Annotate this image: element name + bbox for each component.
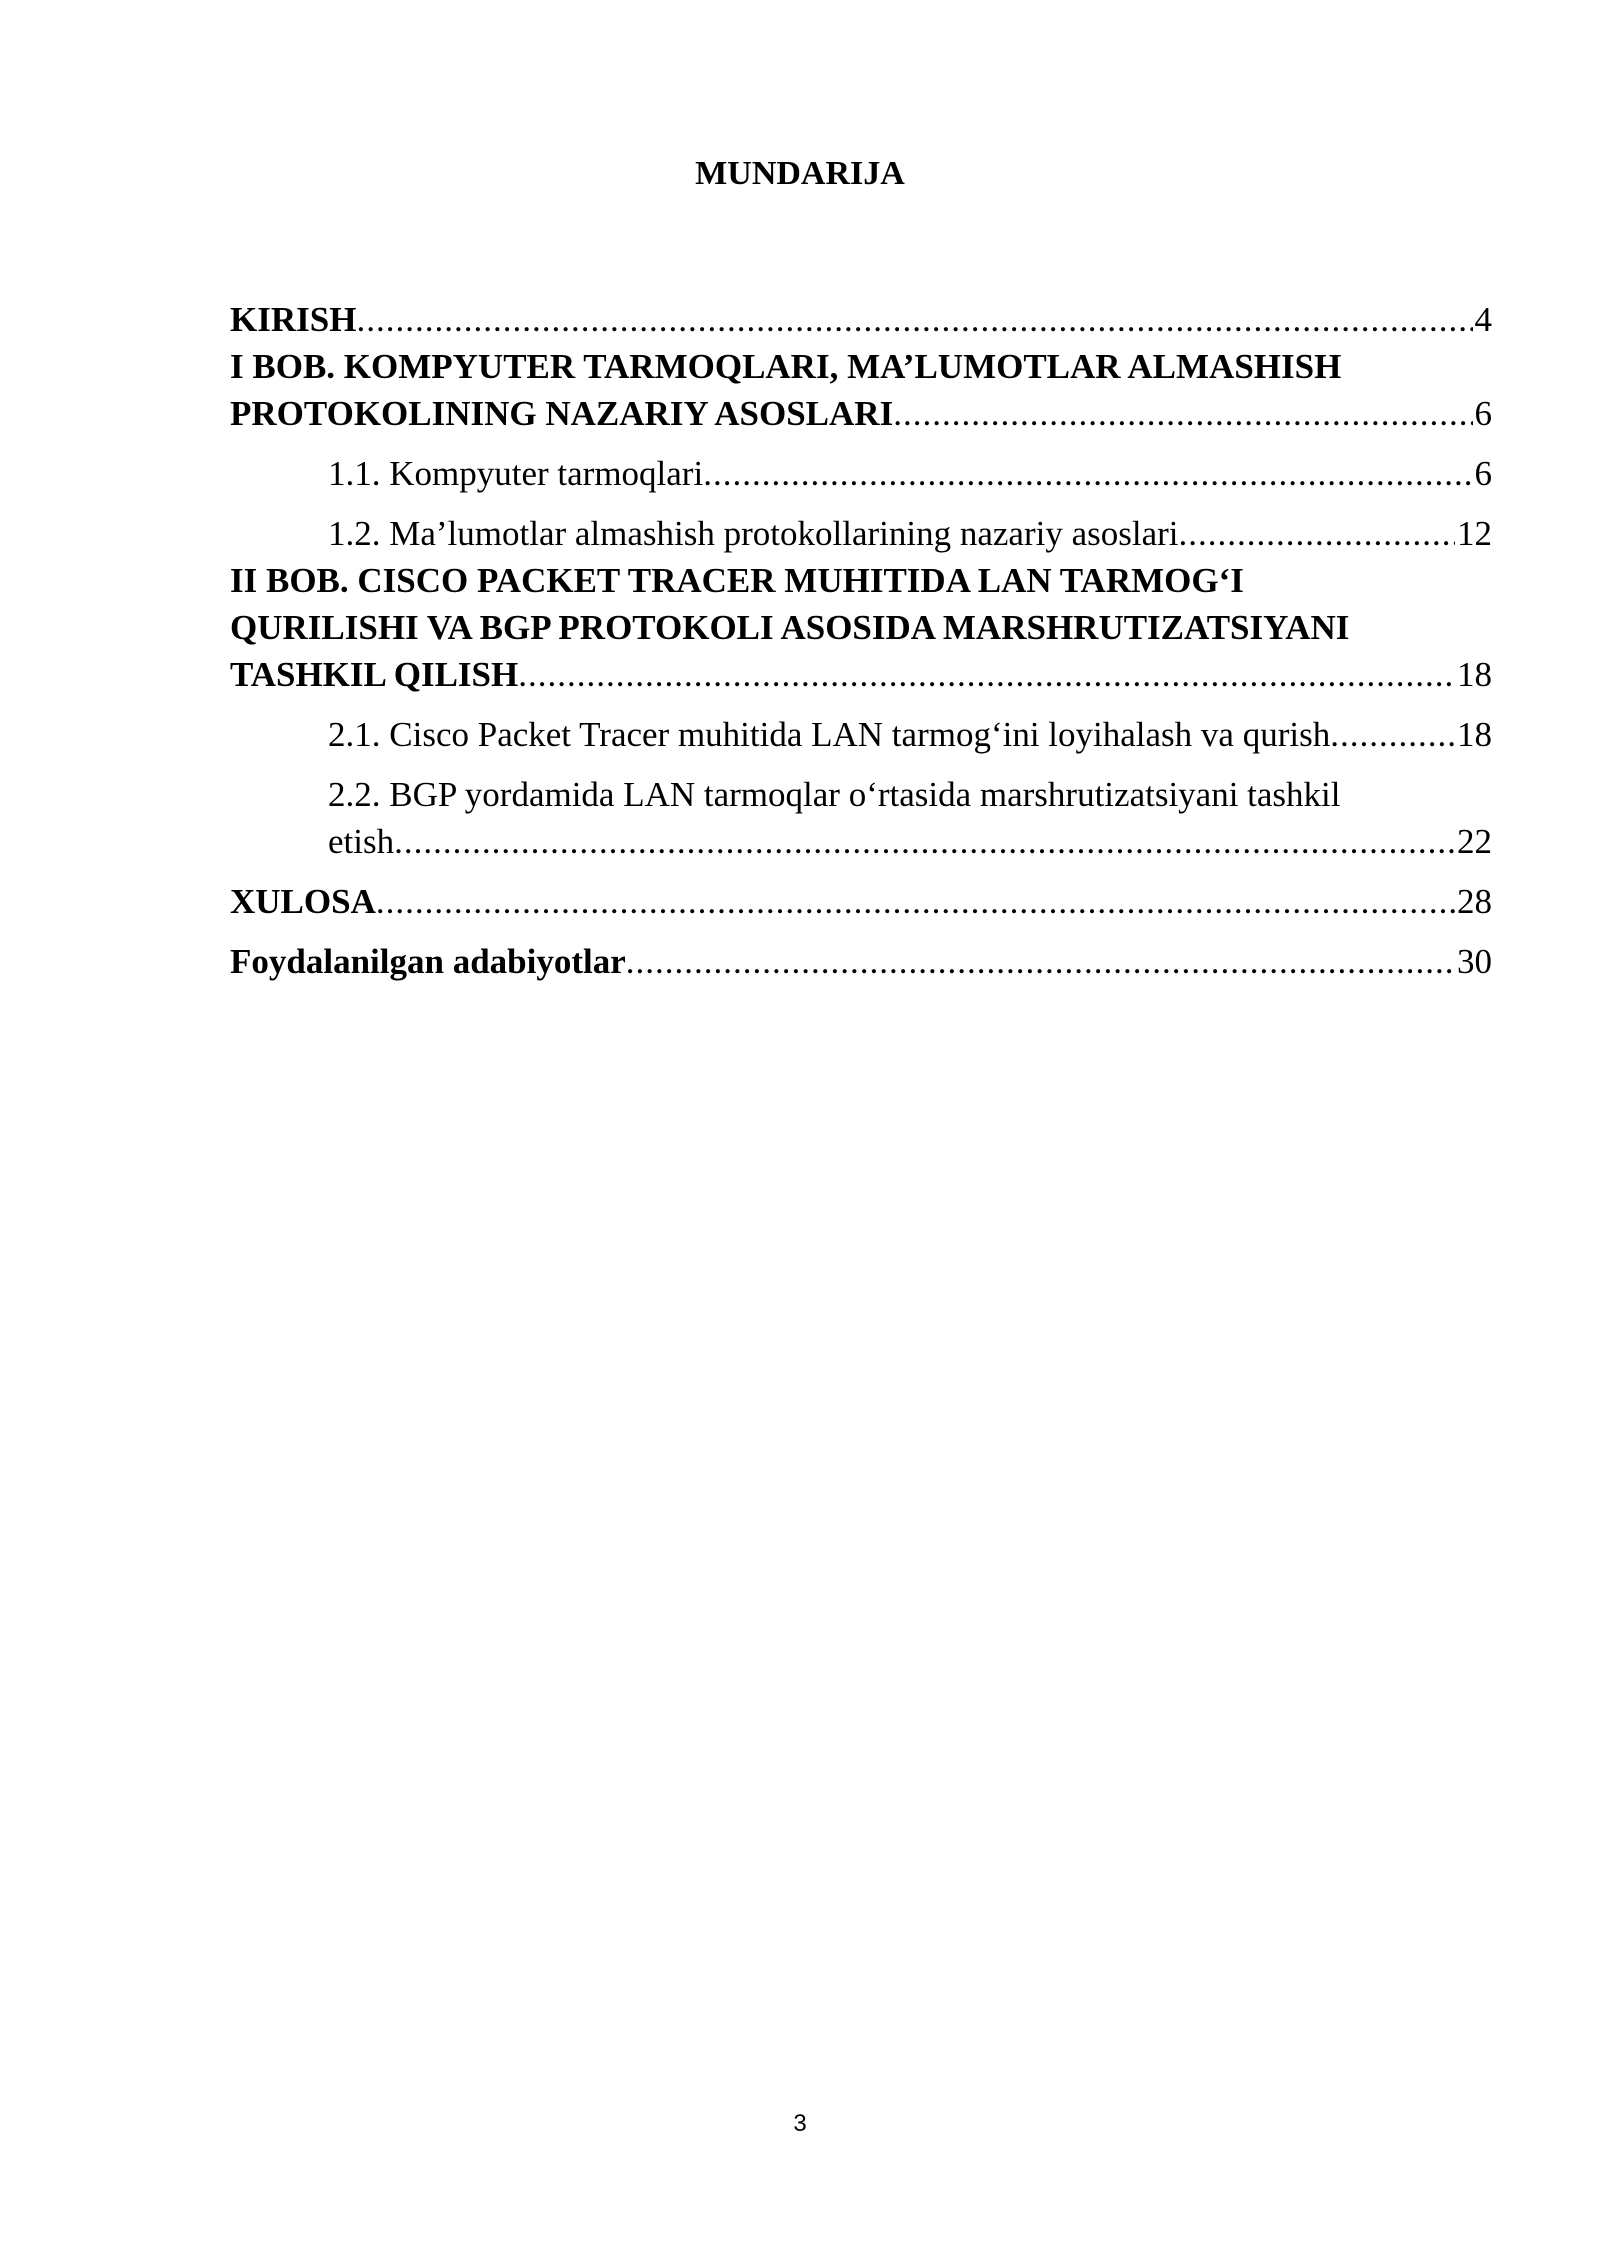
toc-entry-chapter-2[interactable] (230, 557, 1492, 698)
toc-entry-label: KIRISH (230, 300, 357, 339)
dot-leader (394, 818, 1455, 865)
toc-page-number: 28 (1457, 882, 1492, 921)
toc-page-number: 22 (1457, 822, 1492, 861)
table-of-contents (230, 296, 1492, 985)
toc-entry-label: TASHKIL QILISH (230, 655, 519, 694)
toc-entry-xulosa[interactable] (230, 878, 1492, 925)
toc-entry-label-line: QURILISHI VA BGP PROTOKOLI ASOSIDA MARSHRUTIZATSIYANI (230, 608, 1350, 647)
toc-entry-label: XULOSA (230, 882, 376, 921)
toc-entry-label: 1.1. Kompyuter tarmoqlari (328, 454, 704, 493)
toc-entry-label: Foydalanilgan adabiyotlar (230, 942, 626, 981)
toc-page-number: 18 (1457, 715, 1492, 754)
toc-entry-label: 1.2. Ma’lumotlar almashish protokollarining nazariy asoslari (328, 514, 1179, 553)
dot-leader (1179, 510, 1456, 557)
toc-entry-label-line: 2.2. BGP yordamida LAN tarmoqlar o‘rtasida marshrutizatsiyani tashkil (328, 775, 1341, 814)
toc-entry-label-line: II BOB. CISCO PACKET TRACER MUHITIDA LAN TARMOG‘I (230, 561, 1244, 600)
toc-entry-label: 2.1. Cisco Packet Tracer muhitida LAN tarmog‘ini loyihalash va qurish (328, 715, 1331, 754)
toc-entry-label: etish (328, 822, 395, 861)
toc-page-number: 6 (1474, 454, 1492, 493)
page-title: MUNDARIJA (695, 155, 905, 192)
toc-entry-1-1[interactable] (230, 450, 1492, 497)
toc-entry-2-1[interactable] (230, 711, 1492, 758)
toc-entry-1-2[interactable] (230, 510, 1492, 557)
dot-leader (356, 296, 1472, 343)
toc-page-number: 30 (1457, 942, 1492, 981)
toc-entry-kirish[interactable] (230, 296, 1492, 343)
toc-page-number: 6 (1474, 394, 1492, 433)
dot-leader (626, 938, 1455, 985)
page-number: 3 (793, 2110, 807, 2137)
toc-page-number: 12 (1457, 514, 1492, 553)
dot-leader (518, 651, 1455, 698)
toc-page-number: 4 (1474, 300, 1492, 339)
toc-entry-label-line: I BOB. KOMPYUTER TARMOQLARI, MA’LUMOTLAR ALMASHISH (230, 347, 1342, 386)
toc-entry-2-2[interactable] (230, 771, 1492, 865)
dot-leader (1330, 711, 1455, 758)
dot-leader (893, 390, 1472, 437)
dot-leader (376, 878, 1455, 925)
toc-entry-chapter-1[interactable] (230, 343, 1492, 437)
toc-page-number: 18 (1457, 655, 1492, 694)
dot-leader (703, 450, 1472, 497)
toc-entry-references[interactable] (230, 938, 1492, 985)
toc-entry-label: PROTOKOLINING NAZARIY ASOSLARI (230, 394, 894, 433)
